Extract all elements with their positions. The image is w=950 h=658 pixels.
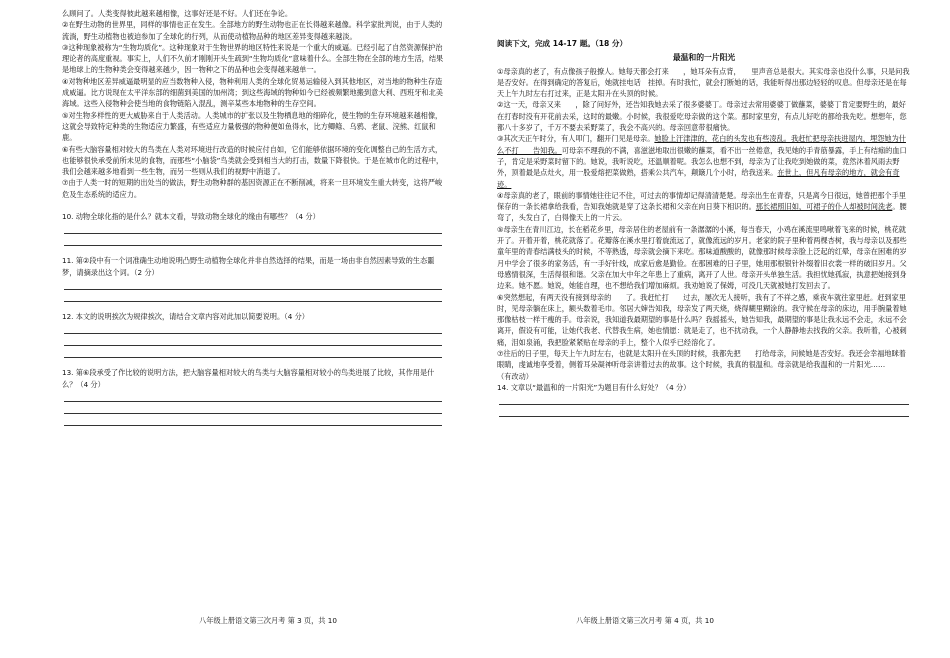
question-11: 11. 第②段中有一个词准确生动地说明凸野生动植物全球化并非自然选择的结果，而是一场由非自然因素导致的生态噩梦，请摘录出这个词。（2 分） [62,256,435,277]
answer-line[interactable] [64,278,442,290]
page-footer: 八年级上册语文第三次月考 第 3 页，共 10 [199,616,337,625]
section-heading: 阅读下文，完成 14-17 题。（18 分） [497,39,628,48]
question-10: 10. 动物全球化指的是什么？就本文看，导致动物全球化的缘由有哪些？（4 分） [62,212,320,222]
article-paragraph-3 [497,133,911,189]
paragraph-4: ④对物种地区差异威逼最明显的应当数物种入侵，物种利用人类的全球化贸易运输侵入到其他地区，对当地的物种生存造成威逼。比方说现在太平洋东部的细菌到美国的加州湾；到这些海域的物种如今已经被频繁地搬到意大利、西班牙和北美海域。这些入侵物种会使当地的食物链陷入混乱，测辛某些本地物种的生存空间。 [62,76,443,109]
answer-line[interactable] [64,390,442,402]
article-paragraph-6: ⑥突然想起，有两天没有接到母亲的 了。我赶忙打 过去，屡次无人接听，我有了不祥之感，乘夜车就往家里赶。赶到家里时，见母亲躺在床上，额头数着毛巾。邻居大婶告知我，母亲发了两天烧，烧得糊里糊涂的。我守候在母亲的床边，用手腕量着她那像枯枝一样干瘦的手。母亲说，我知道我最期望的事是什么吗？我摇摇头，她告知我，最期望的事是让我永远不会走，永远不会离开，假设有可能，让她代我老、代替我生病，她也情愿：就是走了，也不扰动我，一个人静静地去找我的父亲。我听着，心被刺痛，泪如泉涌，我把脸紧紧贴在母亲的手上，整个人似乎已经溶化了。 [497,292,907,347]
answer-line[interactable] [64,346,442,358]
paragraph-4-end: 。腰弯了，头发白了，白得像天上的一片云。 [497,202,907,223]
question-12: 12. 本文的说明挨次为规律挨次，请结合文章内容对此加以简要说明。（4 分） [62,311,309,321]
question-14: 14. 文章以“最温和的一片阳光”为题目有什么好处？（4 分） [497,382,691,392]
right-page [475,0,950,658]
paragraph-continuation: 么顾问了。人类变得彼此越来越相像，这事好还是不好。人们还在争论。 [62,9,293,18]
answer-line[interactable] [499,405,909,417]
paragraph-4-start: ④母亲真的老了，眼前的事情她往往记不住，可过去的事情却记得清清楚楚。母亲出生在青春，只是离今日很远，她曾把那个手里保存的一条长裙拿给我看，告知我她就是穿了这条长裙和父亲在向日葵下相识的。 [497,190,906,212]
underlined-sentence-a: 她脸上汗津津的，花白的头发也有些凌乱。我赶忙把母亲扶进屋内，埋怨她为什么不打 告知我。 [497,134,906,155]
paragraph-3-start: ③其次天正午时分，有人叩门，翻开门见是母亲。 [497,134,655,144]
answer-line[interactable] [499,393,909,405]
paragraph-2: ②在野生动物的世界里，同样的事情也正在发生。全部地方的野生动物也正在长得越来越像。科学家批判说，由于人类的流淌，野生动植物也被迫参加了全球化的行列，从而使动植物品种的地区差异变得越来越淡。 [62,20,443,41]
article-paragraph-5: ⑤母亲生在青川江边，长在稻花乡里，母亲居住的老屋前有一条潺潺的小溪，每当春天，小鸡在溪流里鸣啾着飞来的时候，桃花就开了。开着开着，桃花就落了。花瓣落在溪水里打着旋流远了，就像流远的岁月。老家的院子里种着两棵杏树，我与母亲以及那些童年里的青春结满枝头的时候，不等熟透，母亲就会摘下来吃。那味道酸酸的，就像那时候母亲脸上泛起的红晕，母亲在困难的岁月中学会了很多的家务活，有一手好针线，成家后愈是勤俭。在那困难的日子里，她用那根银针补缀着旧衣裳一样的破旧岁月。父母感情很深，生活得很和谐。父亲在加大中年之年患上了重病，离开了人世。母亲开头单独生活。我担忧她孤寂，执意把她接到身边来。她不愿。她说，她能自理，也不想给我们增加麻烦。我劝她说了保姆，可没几天就被她打发回去了。 [497,224,907,291]
answer-line[interactable] [64,234,442,246]
answer-line[interactable] [64,222,442,234]
paragraph-3-middle: 可母亲不理我的不满，喜滋滋地取出很嫩的蘸菜，看不出一丝倦意，我见她的手青筋暴露，手上有结痂的血口子，肯定是采野菜时留下的。她说，我听说吃，还温顺着呢。我怎么也想不到，母亲为了让我吃到她做的菜，竟然沐着风雨去野外，顶着最是点灶火，用一股爱熔把菜做熟，搭乘公共汽车，颠簸几个小时，给我送来。 [497,145,907,178]
page-footer: 八年级上册语文第三次月考 第 4 页，共 10 [576,616,714,625]
paragraph-3: ③这种现象被称为“生物均质化”。这种现象对于生物世界的地区特性来说是一个重大的威逼。已经引起了自然资源保护治理论者的高度重视。事实上，人们不久前才刚刚开头生疏到“生物均质化”意味着什么。全部生物在全部的地方生活，结果是地球上的生物种类会变得越来越少，因一物种之下的品种也会变得越来越单一。 [62,42,444,75]
answer-line[interactable] [64,290,442,302]
source-note: （有改动） [497,371,533,381]
article-paragraph-7: ⑦往后的日子里，每天上午九时左右，也就是太阳升在头顶的时候，我都先把 打给母亲，问候她是否安好。我还会幸福地眯着眼睛，虔诚地享受着，侧着耳朵凝神听母亲讲着过去的故事。这个时候，我真的很温和。母亲就是给我温和的一片阳光…… [497,349,906,370]
answer-line[interactable] [64,402,442,414]
right-column [497,8,911,417]
paragraph-5: ⑤对生物多样性的更大威胁来自于人类活动。人类城市的扩张以及生物栖息地的细碎化，使生物的生存环境越来越相像，这就会导致特定种类的生物适应力繁盛，有些适应力量极强的物种便如鱼得水，比方鲫鲦、乌鸦、老鼠、浣熊、红鼠和鹿。 [62,110,443,143]
article-paragraph-2: ②这一天，母亲又来 ，除了问好外，还告知我她去采了很多婆婆丁。母亲过去常用婆婆丁做蘸菜，婆婆丁肯定要野生的，最好在打春时没有开花前去采，这时的最嫩。小时候，我很爱吃母亲做的这个菜。那时家里穷，有点儿好吃的都给我先吃。想想年，您都八十多岁了，千万不要去采野菜了，我会不高兴的。母亲回意带很痛快。 [497,100,907,133]
article-paragraph-1: ①母亲真的老了，有点像孩子般撩人。她每天都会打来 ，她耳朵有点背， 里声音总是很大。其实母亲也没什么事，只是问我是否安好。在得到确定的答复后，她就挂电话 挂掉。有时我忙，就会打断她的话，我能听得出那边轻轻的叹息。但母亲还是在每天上午九时左右打过来，正是太阳升在头顶的时候。 [497,66,910,99]
underlined-sentence-c: 那长裙照旧如，可裙子的仆人却被时间洗老 [755,202,893,212]
answer-line[interactable] [64,414,442,426]
answer-line[interactable] [64,334,442,346]
left-column [62,8,444,426]
paragraph-7: ⑦由于人类一时的短期的出处当的做法，野生动物种群的基因资源正在不断削减，将来一旦环境发生重大转变，这将严峻危及生态系统的适应力。 [62,178,443,199]
paragraph-6: ⑥有些大脑容量相对较大的鸟类在人类对环境进行改造的时候应付自如，它们能够依据环境的变化调整自己的生活方式，也能够很快承受前所未见的食物，而那些“小脑袋”鸟类就会受到相当大的打击，数量下降很快。于是在城市化的过程中，我们会越来越多地看到一些生物，而另一些则从我们的视野中消退了。 [62,144,444,177]
article-title: 最温和的一片阳光 [672,53,736,63]
question-13: 13. 第⑥段承受了作比较的说明方法，把大脑容量相对较大的鸟类与大脑容量相对较小的鸟类进展了比较，其作用是什么？（4 分） [62,368,435,389]
article-paragraph-4 [497,190,911,224]
underlined-sentence-b: 在世上，但凡有母亲的地方，就会有奇迹。 [497,168,900,189]
answer-line[interactable] [64,322,442,334]
